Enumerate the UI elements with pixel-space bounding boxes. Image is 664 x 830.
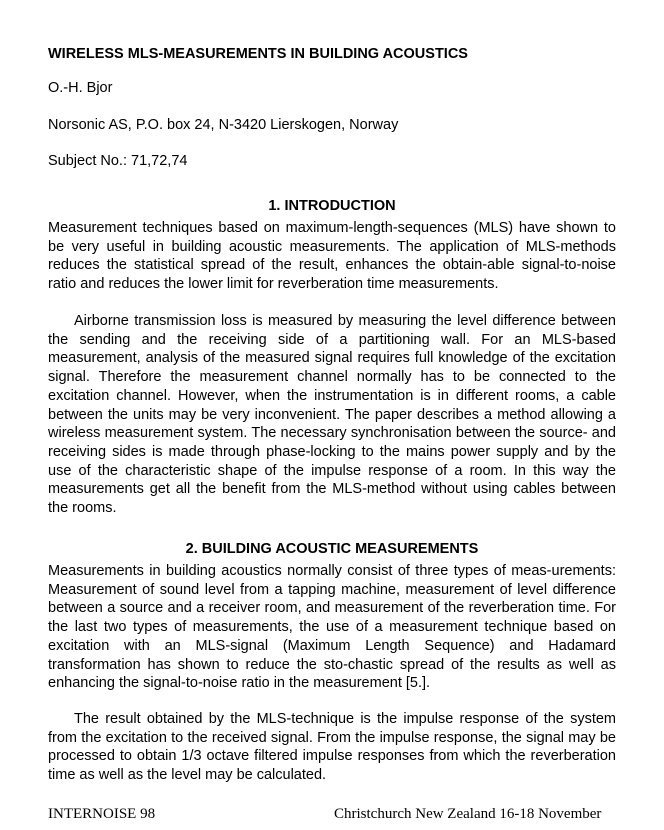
paragraph: Measurement techniques based on maximum-length-sequences (MLS) have shown to be very useful in building acoustic measurements. The application of MLS-methods reduces the statistical spread of the result, enhances the obtain-able signal-to-noise ratio and reduces the lower limit for reverberation time measurements.: [48, 220, 616, 293]
paper-title: WIRELESS MLS-MEASUREMENTS IN BUILDING ACOUSTICS: [48, 46, 468, 62]
paragraph: Measurements in building acoustics normally consist of three types of meas-urements: Measurement of sound level from a tapping machine, measurement of level difference between a source and a receiver room, and measurement of the reverberation time. For the last two types of measurements, the use of a measurement technique based on excitation with an MLS-signal (Maximum Length Sequence) and Hadamard transformation has shown to reduce the sto-chastic spread of the results as well as enhancing the signal-to-noise ratio in the measurement [5.].: [48, 563, 616, 692]
footer-conference: INTERNOISE 98: [48, 806, 156, 822]
section-heading-building-acoustic-measurements: 2. BUILDING ACOUSTIC MEASUREMENTS: [185, 541, 479, 557]
author-name: O.-H. Bjor: [48, 80, 113, 96]
subject-number: Subject No.: 71,72,74: [48, 153, 188, 169]
author-affiliation: Norsonic AS, P.O. box 24, N-3420 Lierskogen, Norway: [48, 117, 399, 133]
paragraph: Airborne transmission loss is measured by measuring the level difference between the sending and the receiving side of a partitioning wall. For an MLS-based measurement, analysis of the measured signal requires full knowledge of the excitation signal. Therefore the measurement channel normally has to be connected to the excitation channel. However, when the instrumentation is in different rooms, a cable between the units may be very inconvenient. The paper describes a method allowing a wireless measurement system. The necessary synchronisation between the source- and receiving sides is made through phase-locking to the mains power supply and by the use of the characteristic shape of the impulse response of a room. In this way the measurements get all the benefit from the MLS-method without using cables between the rooms.: [48, 313, 616, 517]
section-heading-introduction: 1. INTRODUCTION: [268, 198, 396, 214]
paragraph: The result obtained by the MLS-technique is the impulse response of the system from the excitation to the received signal. From the impulse response, the signal may be processed to obtain 1/3 octave filtered impulse responses from which the reverberation time as well as the level may be calculated.: [48, 711, 616, 784]
footer-location-date: Christchurch New Zealand 16-18 November: [334, 806, 602, 822]
